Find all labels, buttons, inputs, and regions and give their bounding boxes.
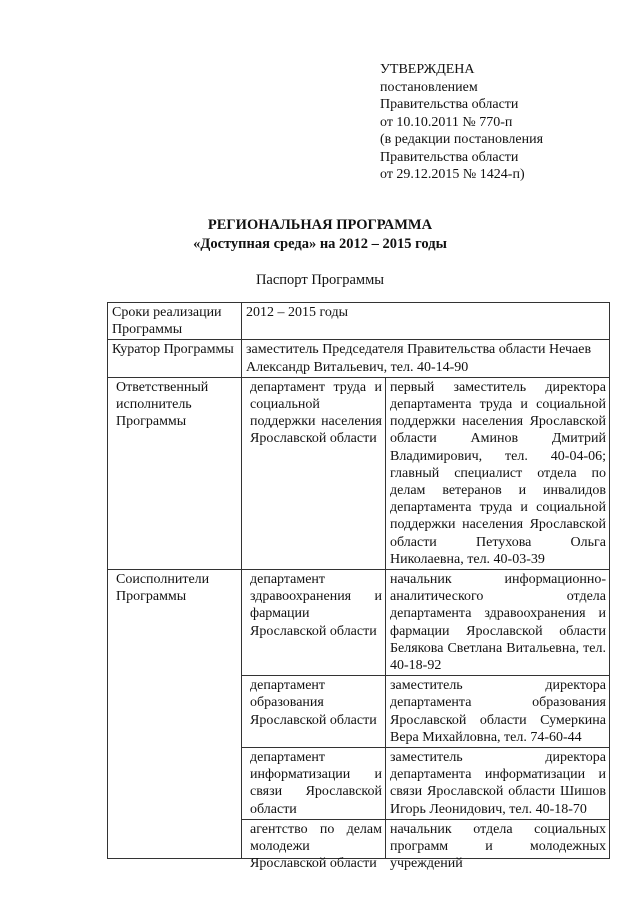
responsible-persons: первый заместитель директора департамента труда и социальной поддержки населения Ярославской области Аминов Дмитрий Владимирович, тел. 40-04-06; главный специалист отдела по делам ветеранов и инвалидов департамента труда и социальной поддержки населения Ярославской области Петухова Ольга Николаевна, тел. 40-03-39 [386, 377, 610, 569]
table-row [108, 377, 610, 569]
approval-line: (в редакции постановления [380, 132, 544, 147]
passport-subtitle: Паспорт Программы [255, 272, 385, 288]
approval-line: от 29.12.2015 № 1424-п) [380, 167, 525, 182]
program-name: «Доступная среда» на 2012 – 2015 годы [193, 236, 447, 252]
coexecutor-person: начальник информационно-аналитического отдела департамента здравоохранения и фармации Ярославской области Белякова Светлана Витальевна, тел. 40-18-92 [386, 570, 610, 676]
program-title: РЕГИОНАЛЬНАЯ ПРОГРАММА [207, 217, 433, 233]
term-label: Сроки реализации Программы [108, 303, 242, 340]
coexecutor-dept [242, 819, 386, 872]
coexecutor-dept: департамент образования Ярославской области [242, 676, 386, 748]
approval-line: Правительства области [380, 97, 519, 112]
coexecutors-label: Соисполнители Программы [108, 570, 242, 859]
approval-line: постановлением [380, 79, 478, 95]
approval-block [380, 61, 543, 184]
coexecutor-person [386, 819, 610, 872]
curator-value: заместитель Председателя Правительства области Нечаев Александр Витальевич, тел. 40-14-90 [242, 340, 610, 377]
coexecutor-person: заместитель директора департамента образования Ярославской области Сумеркина Вера Михайловна, тел. 74-60-44 [386, 676, 610, 748]
table-row [108, 303, 610, 340]
coexecutor-dept-text: агентство по делам молодежи Ярославской области [250, 821, 382, 872]
responsible-label: Ответственный исполнитель Программы [108, 377, 242, 569]
approval-line: Правительства области [380, 149, 519, 165]
approval-line: УТВЕРЖДЕНА [380, 62, 475, 77]
term-value: 2012 – 2015 годы [242, 303, 610, 340]
responsible-dept: департамент труда и социальной поддержки населения Ярославской области [242, 377, 386, 569]
table-row [108, 570, 610, 676]
coexecutor-person-text: начальник отдела социальных программ и молодежных учреждений [390, 821, 606, 872]
table-row [108, 340, 610, 377]
passport-table [107, 302, 610, 872]
coexecutor-dept: департамент информатизации и связи Ярославской области [242, 748, 386, 820]
approval-line: от 10.10.2011 № 770-п [380, 114, 513, 130]
coexecutor-person: заместитель директора департамента информатизации и связи Ярославской области Шишов Игорь Леонидович, тел. 40-18-70 [386, 748, 610, 820]
curator-label: Куратор Программы [108, 340, 242, 377]
coexecutor-dept: департамент здравоохранения и фармации Ярославской области [242, 570, 386, 676]
